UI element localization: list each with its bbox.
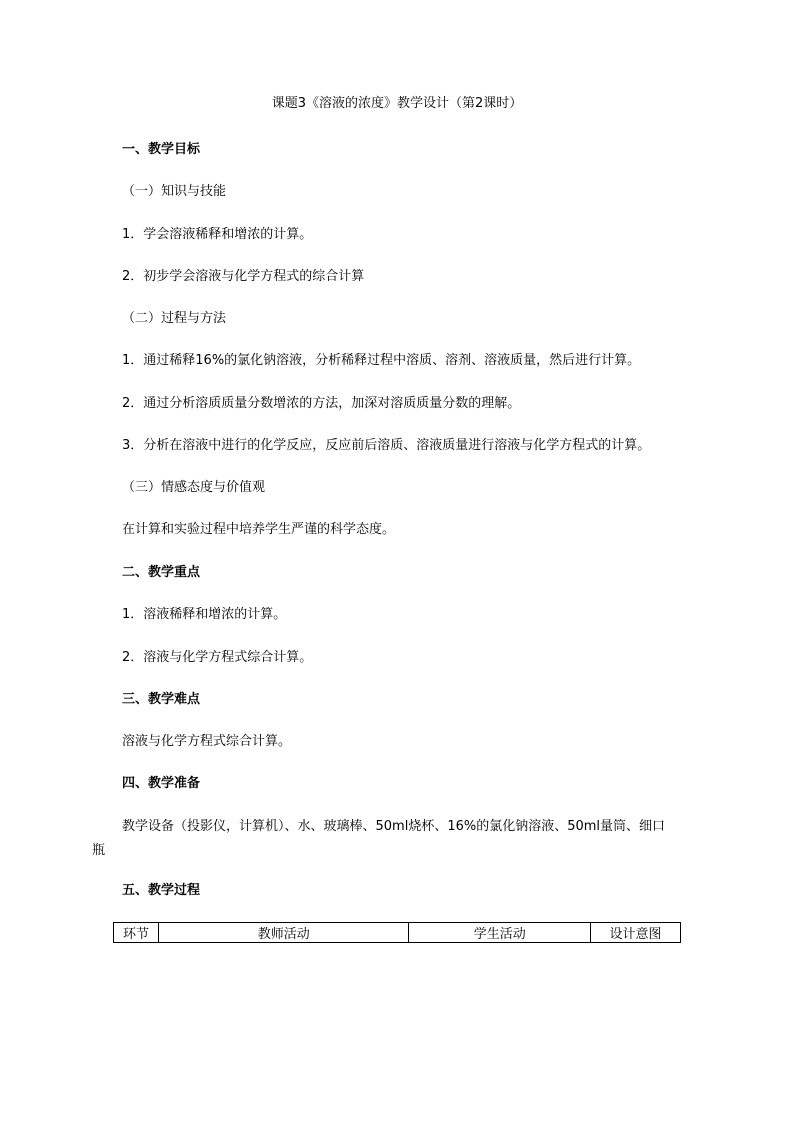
column-header-stage: 环节: [114, 923, 159, 943]
preparation-text-line2: 瓶: [92, 843, 106, 858]
key-point-2: 2．溶液与化学方程式综合计算。: [122, 650, 313, 665]
subheading-process-methods: （二）过程与方法: [122, 311, 227, 326]
column-header-student-activity: 学生活动: [409, 923, 591, 943]
process-item-3: 3．分析在溶液中进行的化学反应，反应前后溶质、溶液质量进行溶液与化学方程式的计算。: [122, 438, 651, 453]
heading-preparation: 四、教学准备: [122, 776, 201, 791]
process-item-2: 2．通过分析溶质质量分数增浓的方法，加深对溶质质量分数的理解。: [122, 396, 521, 411]
procedure-table: [113, 922, 681, 943]
preparation-text-line1: 教学设备（投影仪，计算机）、水、玻璃棒、50ml烧杯、16%的氯化钠溶液、50ml量筒、细口: [122, 819, 666, 834]
column-header-teacher-activity: 教师活动: [158, 923, 409, 943]
document-title: 课题3《溶液的浓度》教学设计（第2课时）: [271, 96, 523, 111]
heading-teaching-goals: 一、教学目标: [122, 142, 201, 157]
attitude-text: 在计算和实验过程中培养学生严谨的科学态度。: [122, 522, 396, 537]
table-header-row: [114, 923, 681, 943]
difficulties-text: 溶液与化学方程式综合计算。: [122, 734, 292, 749]
knowledge-item-2: 2．初步学会溶液与化学方程式的综合计算: [122, 269, 365, 284]
process-item-1: 1．通过稀释16%的氯化钠溶液，分析稀释过程中溶质、溶剂、溶液质量，然后进行计算。: [122, 353, 641, 368]
heading-difficulties: 三、教学难点: [122, 692, 201, 707]
heading-key-points: 二、教学重点: [122, 565, 201, 580]
key-point-1: 1．溶液稀释和增浓的计算。: [122, 607, 287, 622]
column-header-design-intent: 设计意图: [591, 923, 681, 943]
heading-procedure: 五、教学过程: [122, 883, 201, 898]
subheading-knowledge-skills: （一）知识与技能: [122, 184, 227, 199]
knowledge-item-1: 1．学会溶液稀释和增浓的计算。: [122, 227, 313, 242]
subheading-attitude-values: （三）情感态度与价值观: [122, 480, 266, 495]
